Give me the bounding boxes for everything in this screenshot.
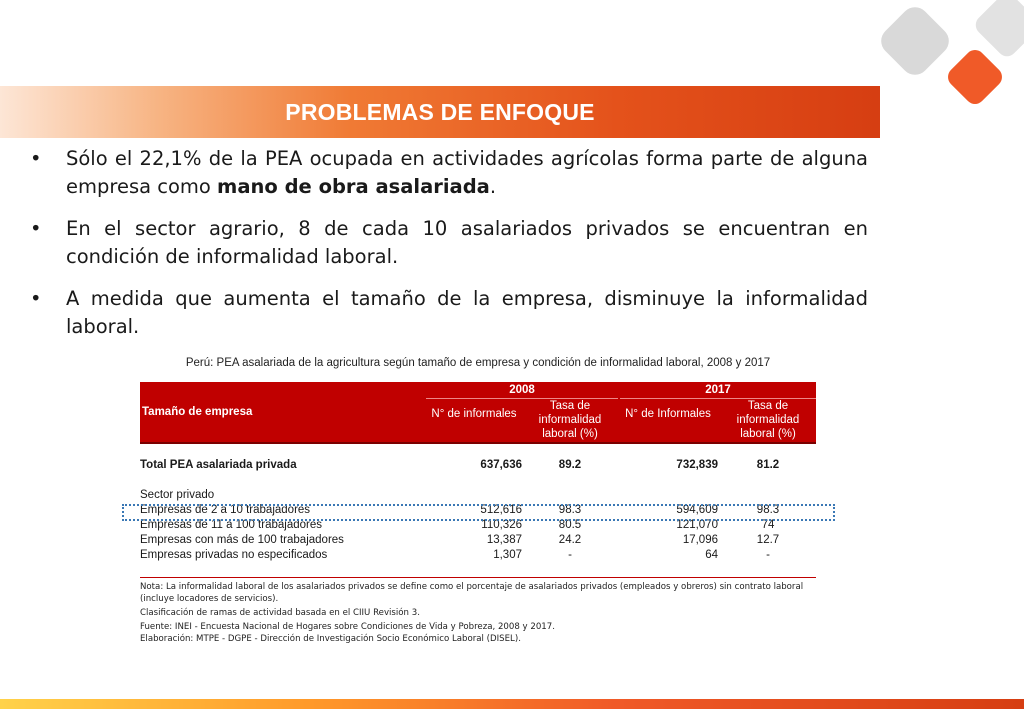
header-size-label: Tamaño de empresa (142, 406, 253, 418)
bullet-item: • A medida que aumenta el tamaño de la empresa, disminuye la informalidad laboral. (30, 285, 868, 341)
table-caption: Perú: PEA asalariada de la agricultura según tamaño de empresa y condición de informalidad laboral, 2008 y 2017 (185, 357, 771, 369)
bullet-item: • En el sector agrario, 8 de cada 10 asalariados privados se encuentran en condición de informalidad laboral. (30, 215, 868, 271)
table-notes (140, 581, 820, 647)
bullet-symbol: • (30, 217, 42, 240)
decorative-diamond-orange (944, 46, 1006, 108)
header-informales-2008: N° de informales (431, 408, 517, 420)
table-row[interactable]: Empresas de 11 a 100 trabajadores 110,326 80.5 121,070 74 (140, 519, 775, 531)
bold-phrase: mano de obra asalariada (217, 175, 490, 198)
header-tasa-2017: Tasa de informalidad laboral (%) (736, 400, 800, 440)
table-row[interactable]: Empresas de 2 a 10 trabajadores 512,616 98.3 594,609 98.3 (140, 504, 780, 516)
bottom-accent-bar (0, 699, 1024, 709)
bullet-symbol: • (30, 287, 42, 310)
header-year-2008: 2008 (426, 384, 618, 399)
note-definition: Nota: La informalidad laboral de los asalariados privados se define como el porcentaje de asalariados privados (empleados y obreros) sin contrato laboral (incluye locadores de servicios). (140, 582, 804, 604)
table-row-total: Total PEA asalariada privada 637,636 89.2 732,839 81.2 (140, 459, 780, 471)
table-row[interactable]: Empresas privadas no especificados 1,307 - 64 - (140, 549, 770, 561)
section-label-row: Sector privado (140, 489, 215, 501)
bullet-symbol: • (30, 147, 42, 170)
note-classification: Clasificación de ramas de actividad basada en el CIIU Revisión 3. (140, 608, 420, 618)
data-table (140, 382, 816, 561)
slide-title: PROBLEMAS DE ENFOQUE (285, 99, 595, 125)
header-year-2017: 2017 (620, 384, 816, 399)
table-row[interactable]: Empresas con más de 100 trabajadores 13,387 24.2 17,096 12.7 (140, 534, 780, 546)
note-source: Fuente: INEI - Encuesta Nacional de Hogares sobre Condiciones de Vida y Pobreza, 2008 y 2017. Elaboración: MTPE - DGPE - Dirección de Investigación Socio Económico Laboral (DISEL). (140, 622, 555, 644)
table-header (140, 382, 816, 444)
header-informales-2017: N° de Informales (625, 408, 711, 420)
bullet-list (30, 145, 868, 355)
table-footer-divider (140, 577, 816, 578)
header-tasa-2008: Tasa de informalidad laboral (%) (538, 400, 602, 440)
bullet-item: • Sólo el 22,1% de la PEA ocupada en actividades agrícolas forma parte de alguna empresa como mano de obra asalariada. (30, 145, 868, 201)
decorative-diamond-gray (875, 1, 954, 80)
